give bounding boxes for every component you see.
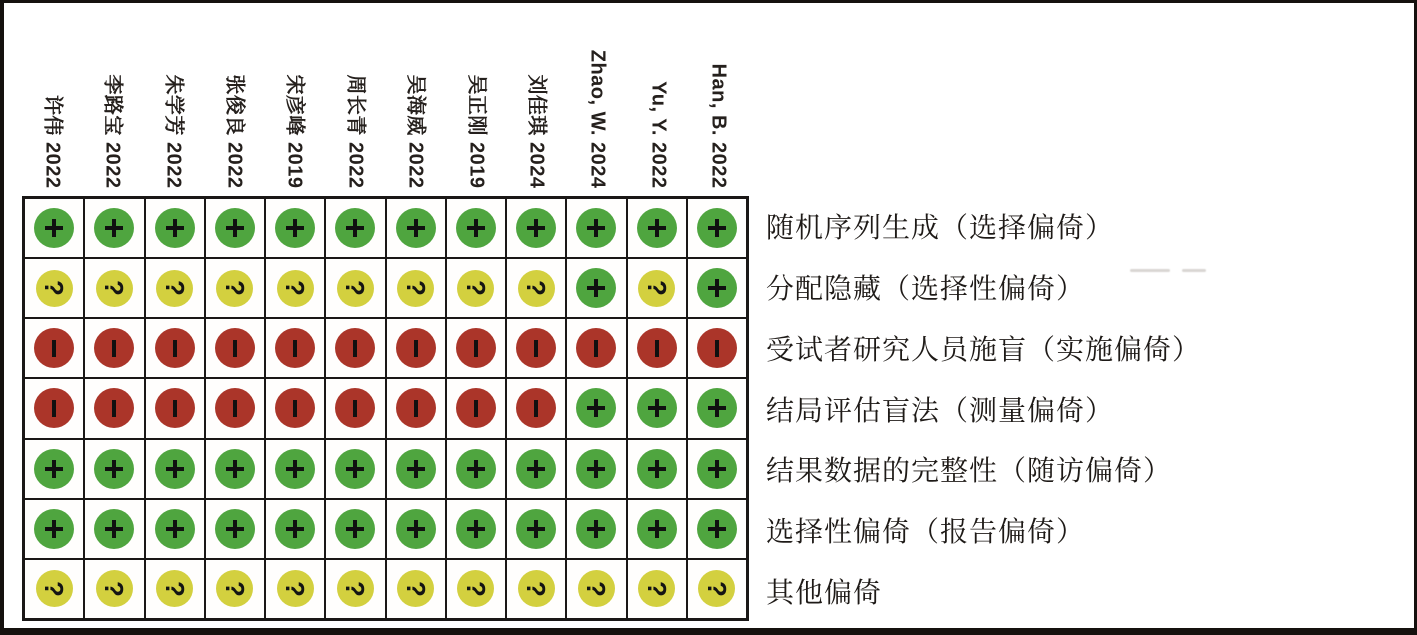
rob-cell [627,258,687,318]
rob-cell [446,378,506,438]
judgment-symbol-unclear-risk: ? [280,280,311,297]
unclear-risk-circle [277,270,314,307]
judgment-symbol-low-risk [587,279,605,297]
rob-cell [24,258,84,318]
study-column-header: 许伟 2022 [41,94,64,189]
rob-cell [145,378,205,438]
rob-cell [325,378,385,438]
study-column-header: 吴海威 2022 [404,74,427,189]
judgment-symbol-unclear-risk: ? [521,280,552,297]
low-risk-circle [34,449,74,489]
judgment-symbol-low-risk [346,219,364,237]
judgment-symbol-unclear-risk: ? [400,280,431,297]
low-risk-circle [697,208,737,248]
low-risk-circle [697,388,737,428]
rob-cell [84,318,144,378]
judgment-symbol-low-risk [226,219,244,237]
unclear-risk-circle [96,270,133,307]
high-risk-circle [576,328,616,368]
low-risk-circle [516,509,556,549]
low-risk-circle [335,509,375,549]
high-risk-circle [34,328,74,368]
judgment-symbol-low-risk [587,399,605,417]
low-risk-circle [516,208,556,248]
rob-cell [687,439,747,499]
rob-cell [386,318,446,378]
rob-cell [506,198,566,258]
rob-cell [145,198,205,258]
unclear-risk-circle [638,270,675,307]
rob-cell [24,318,84,378]
unclear-risk-circle [698,570,735,607]
rob-cell [325,439,385,499]
high-risk-circle [155,388,195,428]
rob-cell [265,559,325,619]
high-risk-circle [94,388,134,428]
low-risk-circle [335,449,375,489]
low-risk-circle [215,208,255,248]
judgment-symbol-high-risk [173,400,177,417]
high-risk-circle [275,388,315,428]
rob-cell [84,559,144,619]
judgment-symbol-low-risk [105,520,123,538]
low-risk-circle [576,268,616,308]
rob-cell [145,439,205,499]
rob-cell [325,198,385,258]
rob-cell [687,318,747,378]
high-risk-circle [637,328,677,368]
judgment-symbol-unclear-risk: ? [39,580,70,597]
rob-cell [566,378,626,438]
low-risk-circle [697,268,737,308]
judgment-symbol-unclear-risk: ? [159,580,190,597]
study-column-header: Han, B. 2022 [707,63,730,189]
rob-cell [325,499,385,559]
judgment-symbol-unclear-risk: ? [219,580,250,597]
rob-cell [506,439,566,499]
unclear-risk-circle [216,570,253,607]
rob-cell [325,318,385,378]
judgment-symbol-low-risk [527,460,545,478]
low-risk-circle [456,509,496,549]
rob-cell [627,499,687,559]
rob-cell [145,499,205,559]
study-column-header: 吴正刚 2019 [465,74,488,189]
rob-cell [446,318,506,378]
judgment-symbol-low-risk [286,219,304,237]
rob-cell [84,439,144,499]
high-risk-circle [456,388,496,428]
unclear-risk-circle [578,570,615,607]
judgment-symbol-unclear-risk: ? [641,280,672,297]
rob-cell [446,559,506,619]
judgment-symbol-high-risk [534,340,538,357]
rob-cell [566,499,626,559]
study-column-header: Zhao, W. 2024 [586,49,609,189]
judgment-symbol-low-risk [527,219,545,237]
judgment-grid [22,196,749,621]
unclear-risk-circle [277,570,314,607]
rob-cell [145,258,205,318]
rob-cell [386,439,446,499]
low-risk-circle [34,208,74,248]
judgment-symbol-low-risk [286,460,304,478]
judgment-symbol-unclear-risk: ? [521,580,552,597]
judgment-symbol-low-risk [166,460,184,478]
study-column-header: 朱学芳 2022 [162,74,185,189]
rob-cell [566,318,626,378]
bias-domain-label: 结果数据的完整性（随访偏倚） [766,455,1173,487]
judgment-symbol-low-risk [407,219,425,237]
judgment-symbol-low-risk [587,520,605,538]
low-risk-circle [576,208,616,248]
unclear-risk-circle [337,270,374,307]
rob-cell [325,258,385,318]
unclear-risk-circle [36,270,73,307]
judgment-symbol-high-risk [293,400,297,417]
judgment-symbol-unclear-risk: ? [99,280,130,297]
unclear-risk-circle [457,270,494,307]
low-risk-circle [456,208,496,248]
study-column-header: 周长青 2022 [344,74,367,189]
study-column-header: 李路宝 2022 [101,74,124,189]
low-risk-circle [697,509,737,549]
judgment-symbol-low-risk [708,279,726,297]
low-risk-circle [155,208,195,248]
high-risk-circle [335,328,375,368]
rob-cell [566,439,626,499]
low-risk-circle [94,509,134,549]
rob-cell [145,559,205,619]
judgment-symbol-low-risk [708,460,726,478]
judgment-symbol-high-risk [233,400,237,417]
judgment-symbol-unclear-risk: ? [641,580,672,597]
rob-cell [205,378,265,438]
low-risk-circle [34,509,74,549]
high-risk-circle [456,328,496,368]
bias-domain-label: 选择性偏倚（报告偏倚） [766,515,1086,547]
low-risk-circle [396,208,436,248]
bias-domain-label: 其他偏倚 [766,576,883,608]
high-risk-circle [516,388,556,428]
judgment-symbol-unclear-risk: ? [219,280,250,297]
study-column-header: Yu, Y. 2022 [647,81,670,189]
low-risk-circle [215,509,255,549]
rob-cell [205,318,265,378]
rob-cell [506,318,566,378]
rob-cell [24,378,84,438]
judgment-symbol-unclear-risk: ? [159,280,190,297]
judgment-symbol-high-risk [173,340,177,357]
low-risk-circle [637,208,677,248]
bias-domain-label: 分配隐藏（选择性偏倚） [766,273,1086,305]
unclear-risk-circle [216,270,253,307]
rob-cell [506,378,566,438]
bias-domain-label: 受试者研究人员施盲（实施偏倚） [766,333,1202,365]
scan-smudge [1182,269,1206,272]
low-risk-circle [335,208,375,248]
high-risk-circle [94,328,134,368]
low-risk-circle [697,449,737,489]
judgment-symbol-unclear-risk: ? [400,580,431,597]
high-risk-circle [155,328,195,368]
rob-cell [84,198,144,258]
unclear-risk-circle [457,570,494,607]
judgment-symbol-unclear-risk: ? [39,280,70,297]
rob-cell [24,499,84,559]
rob-cell [506,559,566,619]
low-risk-circle [215,449,255,489]
high-risk-circle [215,328,255,368]
judgment-symbol-low-risk [286,520,304,538]
bias-domain-label: 结局评估盲法（测量偏倚） [766,394,1115,426]
judgment-symbol-low-risk [105,219,123,237]
judgment-symbol-low-risk [587,219,605,237]
unclear-risk-circle [397,270,434,307]
rob-cell [446,439,506,499]
unclear-risk-circle [337,570,374,607]
rob-cell [84,258,144,318]
unclear-risk-circle [36,570,73,607]
judgment-symbol-low-risk [648,399,666,417]
judgment-symbol-low-risk [45,460,63,478]
judgment-symbol-high-risk [233,340,237,357]
rob-cell [687,378,747,438]
rob-cell [24,198,84,258]
rob-cell [687,559,747,619]
rob-cell [566,198,626,258]
rob-cell [386,499,446,559]
high-risk-circle [697,328,737,368]
judgment-symbol-high-risk [474,400,478,417]
judgment-symbol-low-risk [226,460,244,478]
judgment-symbol-low-risk [226,520,244,538]
low-risk-circle [637,449,677,489]
low-risk-circle [576,449,616,489]
unclear-risk-circle [156,570,193,607]
rob-cell [627,378,687,438]
judgment-symbol-low-risk [105,460,123,478]
high-risk-circle [34,388,74,428]
low-risk-circle [576,509,616,549]
high-risk-circle [275,328,315,368]
study-column-header: 刘佳琪 2024 [525,74,548,189]
judgment-symbol-high-risk [293,340,297,357]
judgment-symbol-low-risk [648,460,666,478]
judgment-symbol-high-risk [715,340,719,357]
unclear-risk-circle [156,270,193,307]
rob-cell [265,318,325,378]
low-risk-circle [637,388,677,428]
rob-cell [687,499,747,559]
judgment-symbol-high-risk [534,400,538,417]
study-column-header: 张俊良 2022 [223,74,246,189]
rob-cell [566,258,626,318]
judgment-symbol-low-risk [467,219,485,237]
judgment-symbol-low-risk [708,399,726,417]
judgment-symbol-low-risk [648,520,666,538]
judgment-symbol-high-risk [594,340,598,357]
rob-cell [446,198,506,258]
judgment-symbol-high-risk [414,400,418,417]
rob-cell [205,198,265,258]
bias-domain-label: 随机序列生成（选择偏倚） [766,212,1115,244]
rob-cell [325,559,385,619]
judgment-symbol-low-risk [346,520,364,538]
unclear-risk-circle [638,570,675,607]
judgment-symbol-low-risk [467,520,485,538]
unclear-risk-circle [518,270,555,307]
judgment-symbol-high-risk [655,340,659,357]
judgment-symbol-low-risk [346,460,364,478]
rob-cell [265,439,325,499]
low-risk-circle [94,208,134,248]
low-risk-circle [396,509,436,549]
judgment-symbol-unclear-risk: ? [99,580,130,597]
rob-cell [84,378,144,438]
judgment-symbol-low-risk [587,460,605,478]
judgment-symbol-unclear-risk: ? [340,280,371,297]
judgment-symbol-unclear-risk: ? [701,580,732,597]
scan-smudge [1130,269,1170,272]
judgment-symbol-high-risk [52,400,56,417]
high-risk-circle [335,388,375,428]
rob-cell [205,258,265,318]
rob-cell [205,559,265,619]
rob-cell [687,258,747,318]
rob-cell [627,559,687,619]
rob-cell [506,258,566,318]
judgment-symbol-unclear-risk: ? [460,580,491,597]
judgment-symbol-low-risk [45,219,63,237]
judgment-symbol-low-risk [166,520,184,538]
high-risk-circle [215,388,255,428]
low-risk-circle [94,449,134,489]
rob-cell [265,499,325,559]
rob-cell [265,258,325,318]
rob-cell [386,559,446,619]
judgment-symbol-unclear-risk: ? [460,280,491,297]
low-risk-circle [516,449,556,489]
rob-cell [446,499,506,559]
rob-cell [627,318,687,378]
high-risk-circle [396,328,436,368]
rob-cell [265,198,325,258]
judgment-symbol-high-risk [112,340,116,357]
rob-cell [386,378,446,438]
judgment-symbol-unclear-risk: ? [581,580,612,597]
judgment-symbol-low-risk [708,520,726,538]
judgment-symbol-high-risk [112,400,116,417]
judgment-symbol-unclear-risk: ? [340,580,371,597]
judgment-symbol-unclear-risk: ? [280,580,311,597]
low-risk-circle [275,208,315,248]
judgment-symbol-low-risk [708,219,726,237]
rob-cell [627,198,687,258]
study-column-header: 宋彦峰 2019 [283,74,306,189]
judgment-symbol-low-risk [467,460,485,478]
rob-cell [24,439,84,499]
rob-cell [24,559,84,619]
judgment-symbol-low-risk [527,520,545,538]
rob-cell [265,378,325,438]
low-risk-circle [275,509,315,549]
low-risk-circle [637,509,677,549]
rob-cell [446,258,506,318]
rob-cell [386,198,446,258]
rob-cell [84,499,144,559]
judgment-symbol-low-risk [166,219,184,237]
rob-cell [205,439,265,499]
unclear-risk-circle [96,570,133,607]
judgment-symbol-high-risk [414,340,418,357]
low-risk-circle [275,449,315,489]
rob-cell [566,559,626,619]
judgment-symbol-low-risk [407,460,425,478]
judgment-symbol-high-risk [52,340,56,357]
rob-cell [627,439,687,499]
high-risk-circle [516,328,556,368]
judgment-symbol-low-risk [407,520,425,538]
high-risk-circle [396,388,436,428]
rob-cell [205,499,265,559]
rob-cell [506,499,566,559]
low-risk-circle [456,449,496,489]
unclear-risk-circle [397,570,434,607]
rob-cell [687,198,747,258]
low-risk-circle [155,509,195,549]
rob-cell [145,318,205,378]
low-risk-circle [155,449,195,489]
judgment-symbol-high-risk [353,400,357,417]
low-risk-circle [576,388,616,428]
judgment-symbol-low-risk [648,219,666,237]
low-risk-circle [396,449,436,489]
rob-cell [386,258,446,318]
judgment-symbol-low-risk [45,520,63,538]
judgment-symbol-high-risk [353,340,357,357]
judgment-symbol-high-risk [474,340,478,357]
unclear-risk-circle [518,570,555,607]
